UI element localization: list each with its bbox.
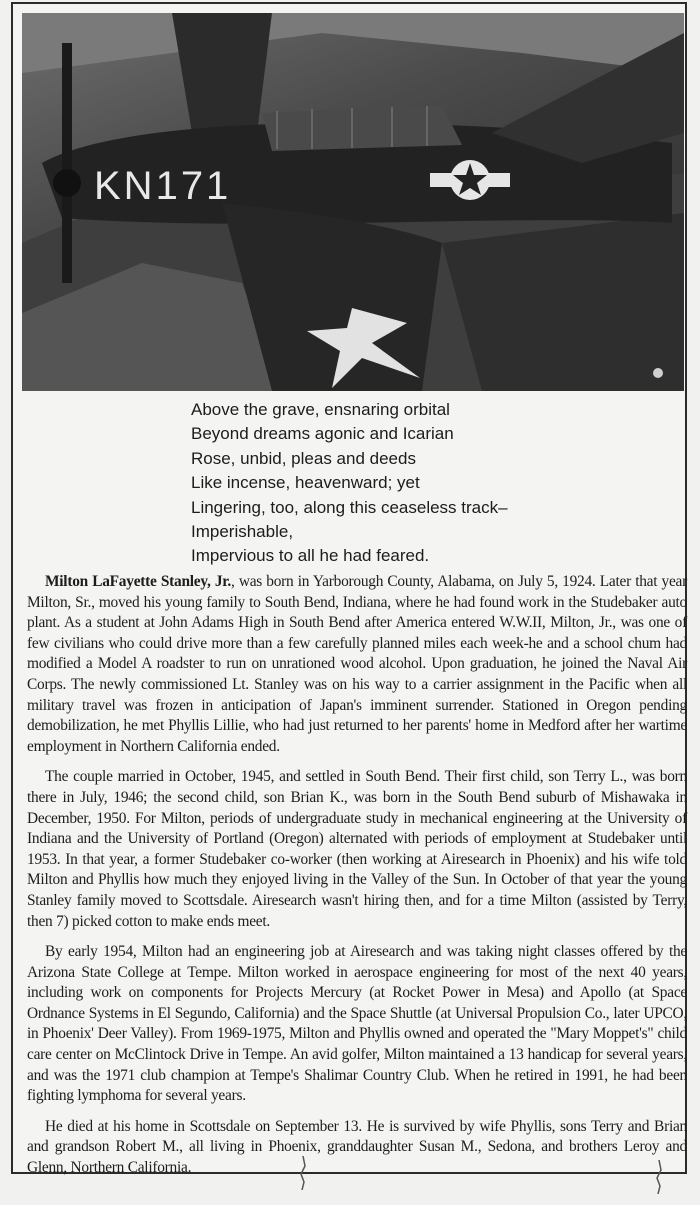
poem-line: Imperishable,	[191, 522, 294, 542]
memorial-poem	[191, 398, 611, 569]
poem-line: Lingering, too, along this ceaseless track–	[191, 497, 508, 517]
poem-line: Beyond dreams agonic and Icarian	[191, 424, 454, 444]
paragraph-career: By early 1954, Milton had an engineering job at Airesearch and was taking night classes offered by the Arizona State College at Tempe. Milton worked in aerospace engineering for most of the next 40 years, including work on components for Projects Mercury (at Rocket Power in Mesa) and Apollo (at Space Ordnance Systems in El Segundo, California) and the Space Shuttle (at Universal Propulsion Co., later UPCO, in Phoenix' Deer Valley). From 1969-1975, Milton and Phyllis owned and operated the "Mary Moppet's" child care center on McClintock Drive in Tempe. An avid golfer, Milton maintained a 13 handicap for several years, and was the 1971 club champion at Tempe's Shalimar Country Club. When he retired in 1991, he had been fighting lymphoma for several years.	[27, 943, 687, 1105]
deceased-name: Milton LaFayette Stanley, Jr.	[45, 573, 232, 590]
poem-line: Like incense, heavenward; yet	[191, 473, 420, 493]
tear-mark-icon	[654, 1160, 664, 1194]
tear-mark-icon	[298, 1156, 308, 1190]
paragraph-family: The couple married in October, 1945, and settled in South Bend. Their first child, son Terry L., was born there in July, 1946; the second child, son Brian K., was born in the South Bend suburb of Mishawaka in December, 1950. For Milton, periods of undergraduate study in mechanical engineering at the University of Indiana and the University of Portland (Oregon) alternated with periods of employment at Studebaker until 1953. In that year, a former Studebaker co-worker (then working at Airesearch in Phoenix) and his wife told Milton and Phyllis how much they enjoyed living in the Valley of the Sun. In October of that year the young Stanley family moved to Scottsdale. Airesearch wasn't hiring then, and for a time Milton (assisted by Terry, then 7) picked cotton to make ends meet.	[27, 768, 687, 930]
obituary-body	[27, 572, 687, 1189]
paragraph-birth	[27, 572, 687, 757]
paragraph-survivors: He died at his home in Scottsdale on September 13. He is survived by wife Phyllis, sons Terry and Brian and grandson Robert M., all living in Phoenix, granddaughter Susan M., Sedona, and brothers Leroy and Glenn, Northern California.	[27, 1117, 687, 1177]
tail-marking: KN171	[94, 164, 232, 208]
obituary-frame	[11, 2, 687, 1177]
warplane-illustration	[22, 13, 684, 391]
paragraph-text: , was born in Yarborough County, Alabama, on July 5, 1924. Later that year Milton, Sr., moved his young family to South Bend, Indiana, where he had found work in the Studebaker auto plant. As a student at John Adams High in South Bend after America entered W.W.II, Milton, Jr., was one of few civilians who could drive more than a few carefully planned miles each week-he and a school chum had modified a Model A roadster to run on unrationed wood alcohol. Upon graduation, he joined the Naval Air Corps. The newly commissioned Lt. Stanley was on his way to a carrier assignment in the Pacific when all military travel was frozen in anticipation of Japan's imminent surrender. Stationed in Oregon pending demobilization, he met Phyllis Lillie, who had just returned to her parents' home in Medford after her wartime employment in Northern California ended.	[27, 573, 687, 755]
warplane-photo	[22, 13, 684, 391]
poem-line: Above the grave, ensnaring orbital	[191, 400, 450, 419]
poem-line: Impervious to all he had feared.	[191, 546, 430, 566]
poem-line: Rose, unbid, pleas and deeds	[191, 448, 416, 468]
